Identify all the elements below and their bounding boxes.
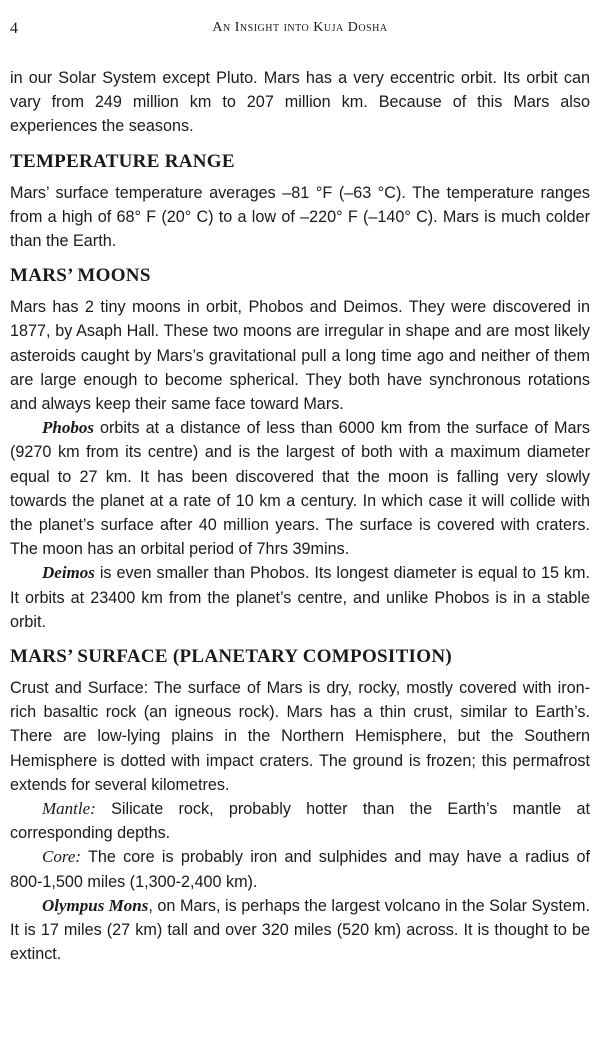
paragraph-moons-intro: Mars has 2 tiny moons in orbit, Phobos and Deimos. They were discovered in 1877, by Asaph Hall. These two moons are irregular in shape and are most likely asteroids caught by Mars’s gravitational pull a long time ago and neither of them are large enough to become spherical. They both have synchronous rotations and always keep their same face toward Mars. [10, 298, 590, 414]
paragraph-phobos [10, 416, 590, 561]
paragraph-deimos [10, 561, 590, 634]
paragraph-mantle-text: Silicate rock, probably hotter than the Earth’s mantle at corresponding depths. [10, 800, 590, 843]
paragraph-temperature: Mars’ surface temperature averages –81 °F (–63 °C). The temperature ranges from a high of 68° F (20° C) to a low of –220° F (–140° C). Mars is much colder than the Earth. [10, 183, 590, 251]
heading-mars-moons: MARS’ MOONS [10, 265, 151, 287]
paragraph-phobos-text: orbits at a distance of less than 6000 km from the surface of Mars (9270 km from its centre) and is the largest of both with a maximum diameter equal to 27 km. It has been discovered that the moon is falling very slowly towards the planet at a rate of 10 km a century. In which case it will collide with the planet’s surface after 40 million years. The surface is covered with craters. The moon has an orbital period of 7hrs 39mins. [10, 419, 590, 559]
paragraph-core-text: The core is probably iron and sulphides and may have a radius of 800-1,500 miles (1,300-2,400 km). [10, 848, 590, 891]
paragraph-crust-surface: Crust and Surface: The surface of Mars is dry, rocky, mostly covered with iron-rich basaltic rock (an igneous rock). Mars has a thin crust, similar to Earth’s. There are low-lying plains in the Northern Hemisphere, but the Southern Hemisphere is dotted with impact craters. The ground is frozen; this permafrost extends for several kilometres. [10, 679, 590, 794]
running-head: An Insight into Kuja Dosha [212, 20, 388, 35]
paragraph-olympus-mons-text: , on Mars, is perhaps the largest volcano in the Solar System. It is 17 miles (27 km) tall and over 320 miles (520 km) across. It is thought to be extinct. [10, 896, 591, 964]
heading-temperature-range: TEMPERATURE RANGE [10, 150, 235, 172]
paragraph-mantle [10, 797, 590, 845]
page-header [10, 20, 590, 46]
term-mantle: Mantle: [42, 799, 96, 819]
term-phobos: Phobos [42, 418, 94, 438]
paragraph-core [10, 845, 590, 893]
paragraph-orbit: in our Solar System except Pluto. Mars has a very eccentric orbit. Its orbit can vary from 249 million km to 207 million km. Because of this Mars also experiences the seasons. [10, 69, 590, 136]
page-number: 4 [10, 20, 18, 37]
paragraph-olympus-mons [10, 894, 590, 967]
term-olympus-mons: Olympus Mons [42, 895, 149, 915]
term-deimos: Deimos [42, 563, 95, 583]
heading-mars-surface: MARS’ SURFACE (PLANETARY COMPOSITION) [10, 646, 452, 668]
term-core: Core: [42, 847, 82, 867]
paragraph-deimos-text: is even smaller than Phobos. Its longest diameter is equal to 15 km. It orbits at 23400 km from the planet’s centre, and unlike Phobos is in a stable orbit. [10, 564, 590, 631]
